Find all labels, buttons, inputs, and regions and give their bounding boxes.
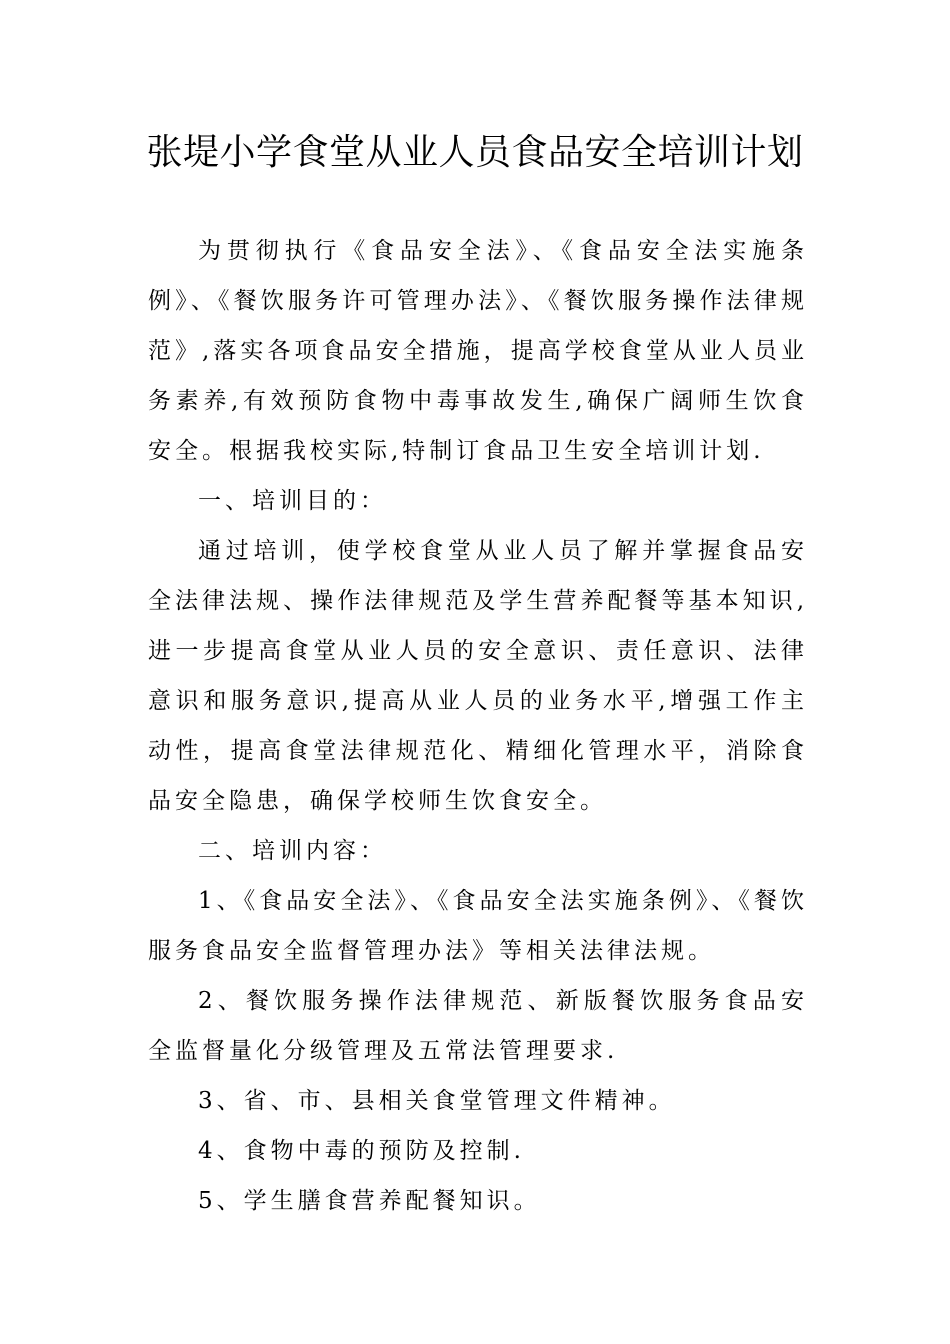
- intro-paragraph: 为贯彻执行《食品安全法》、《食品安全法实施条例》、《餐饮服务许可管理办法》、《餐饮服务操作法律规范》,落实各项食品安全措施，提高学校食堂从业人员业务素养,有效预防食物中毒事故发生,确保广阔师生饮食安全。根据我校实际,特制订食品卫生安全培训计划.: [148, 238, 808, 464]
- document-title: 张堤小学食堂从业人员食品安全培训计划: [146, 132, 804, 173]
- content-item-1: 1、《食品安全法》、《食品安全法实施条例》、《餐饮服务食品安全监督管理办法》等相关法律法规。: [148, 888, 808, 964]
- section-heading-purpose: 一、培训目的：: [198, 488, 387, 514]
- document-body: [148, 226, 808, 1226]
- content-item-2: 2、餐饮服务操作法律规范、新版餐饮服务食品安全监督量化分级管理及五常法管理要求.: [148, 988, 808, 1064]
- section-heading-content: 二、培训内容：: [198, 838, 387, 864]
- purpose-paragraph: 通过培训，使学校食堂从业人员了解并掌握食品安全法律法规、操作法律规范及学生营养配餐等基本知识,进一步提高食堂从业人员的安全意识、责任意识、法律意识和服务意识,提高从业人员的业务水平,增强工作主动性，提高食堂法律规范化、精细化管理水平，消除食品安全隐患，确保学校师生饮食安全。: [148, 538, 808, 814]
- content-item-3: 3、省、市、县相关食堂管理文件精神。: [198, 1088, 676, 1114]
- content-item-4: 4、食物中毒的预防及控制.: [198, 1138, 525, 1164]
- content-item-5: 5、学生膳食营养配餐知识。: [198, 1188, 541, 1214]
